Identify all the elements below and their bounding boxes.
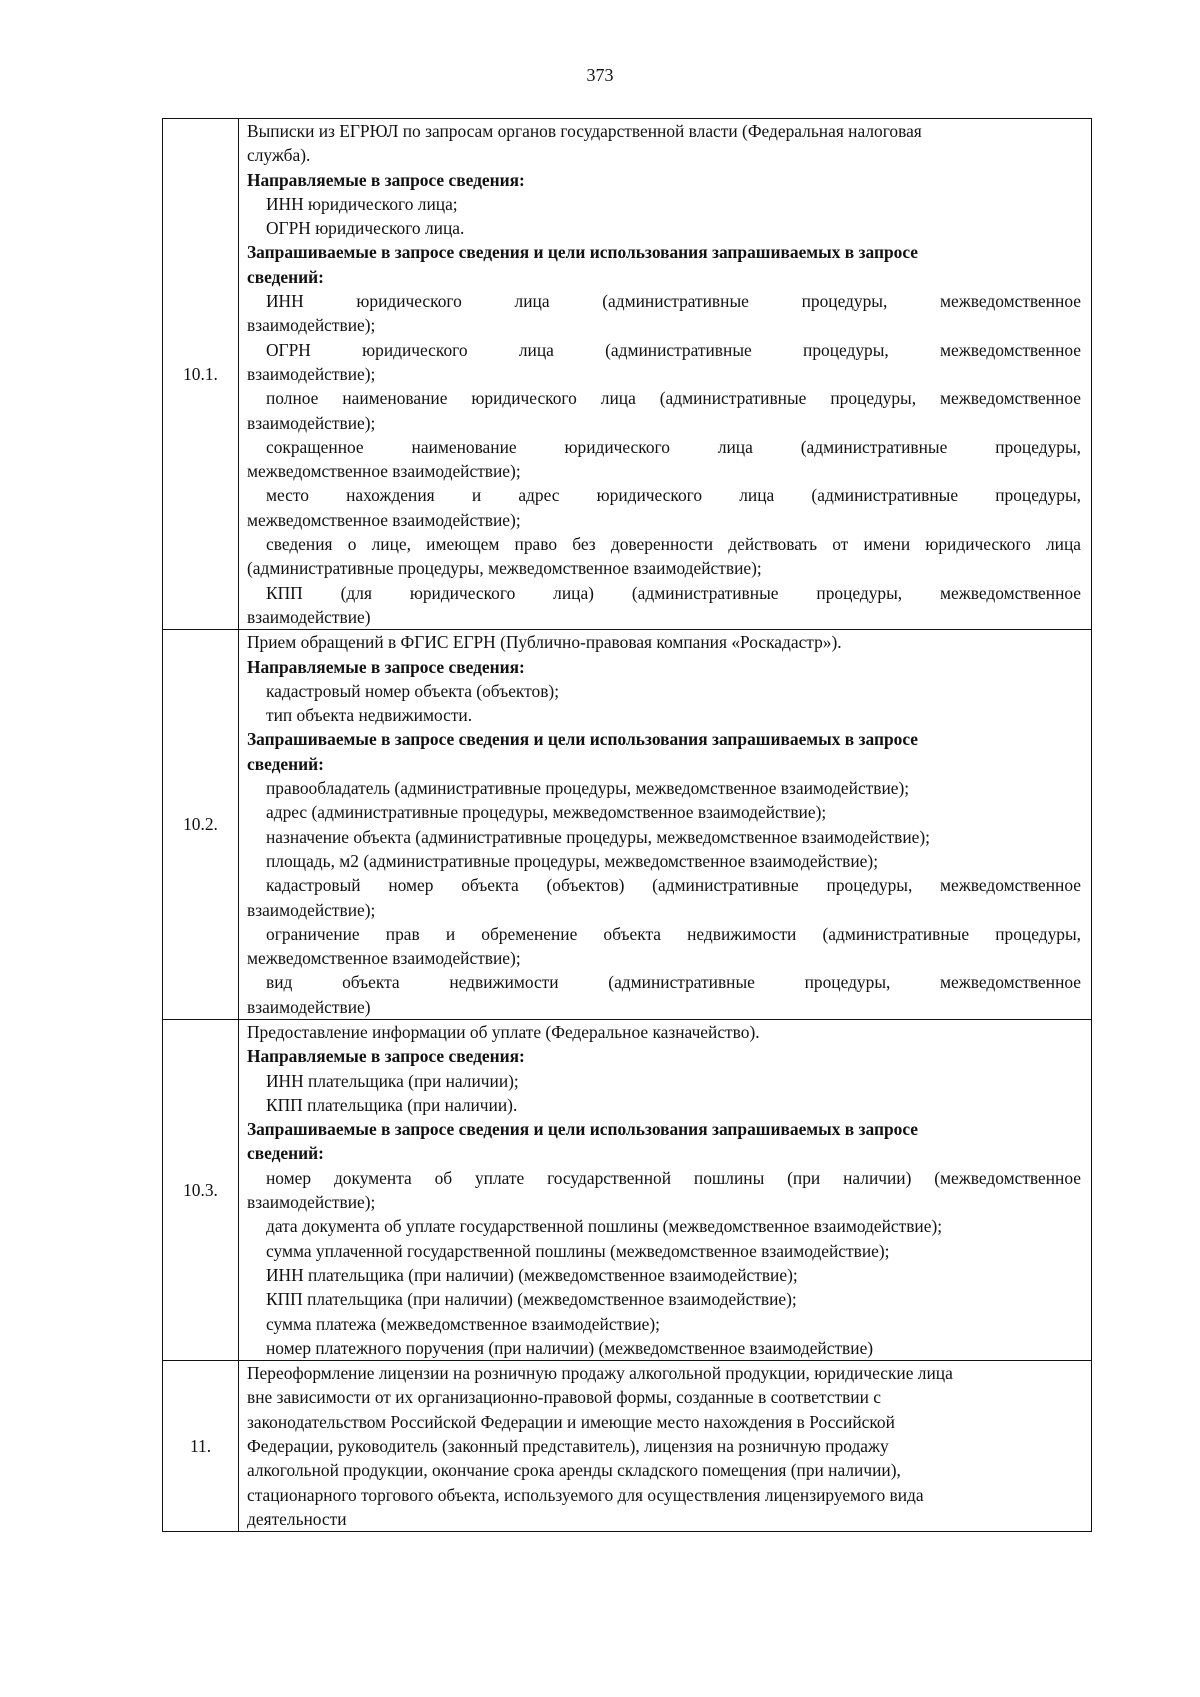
text-line: взаимодействие) <box>247 996 371 1017</box>
section-heading: Направляемые в запросе сведения: <box>247 169 525 190</box>
list-item: КПП плательщика (при наличии). <box>266 1094 518 1115</box>
list-item: ИНН юридического лица; <box>266 193 458 214</box>
list-item: дата документа об уплате государственной пошлины (межведомственное взаимодействие); <box>266 1216 943 1237</box>
list-item: кадастровый номер объекта (объектов); <box>266 680 560 701</box>
text-line: (административные процедуры, межведомственное взаимодействие); <box>247 558 762 579</box>
list-item: сумма платежа (межведомственное взаимодействие); <box>266 1313 661 1334</box>
text-line: взаимодействие); <box>247 412 376 433</box>
list-item: место нахождения и адрес юридического лица (административные процедуры, <box>266 485 1081 506</box>
list-item: КПП плательщика (при наличии) (межведомственное взаимодействие); <box>266 1289 797 1310</box>
list-item: тип объекта недвижимости. <box>266 705 473 726</box>
row-content-cell <box>239 119 1092 630</box>
text-line: служба). <box>247 145 311 166</box>
list-item: сокращенное наименование юридического лица (административные процедуры, <box>266 436 1081 457</box>
text-line: межведомственное взаимодействие); <box>247 509 521 530</box>
text-line: взаимодействие); <box>247 315 376 336</box>
text-line: стационарного торгового объекта, используемого для осуществления лицензируемого вида <box>247 1484 924 1505</box>
text-line: Прием обращений в ФГИС ЕГРН (Публично-правовая компания «Роскадастр»). <box>247 632 842 653</box>
table-row <box>163 630 1092 1020</box>
list-item: кадастровый номер объекта (объектов) (административные процедуры, межведомственное <box>266 875 1081 896</box>
services-table <box>162 118 1092 1532</box>
section-heading: Направляемые в запросе сведения: <box>247 656 525 677</box>
row-content-cell <box>239 1361 1092 1532</box>
list-item: ограничение прав и обременение объекта недвижимости (административные процедуры, <box>266 923 1081 944</box>
list-item: ИНН плательщика (при наличии) (межведомственное взаимодействие); <box>266 1264 798 1285</box>
row-content-cell <box>239 1019 1092 1360</box>
text-line: межведомственное взаимодействие); <box>247 948 521 969</box>
list-item: номер документа об уплате государственной пошлины (при наличии) (межведомственное <box>266 1167 1081 1188</box>
section-heading: Запрашиваемые в запросе сведения и цели использования запрашиваемых в запросе <box>247 729 919 750</box>
row-number-cell: 11. <box>163 1361 239 1532</box>
table-row <box>163 119 1092 630</box>
row-number-cell: 10.1. <box>163 119 239 630</box>
table-body <box>163 119 1092 1532</box>
list-item: номер платежного поручения (при наличии) (межведомственное взаимодействие) <box>266 1337 874 1358</box>
text-line: законодательством Российской Федерации и имеющие место нахождения в Российской <box>247 1411 895 1432</box>
text-line: межведомственное взаимодействие); <box>247 461 521 482</box>
list-item: ИНН плательщика (при наличии); <box>266 1070 519 1091</box>
list-item: сумма уплаченной государственной пошлины (межведомственное взаимодействие); <box>266 1240 890 1261</box>
section-heading: сведений: <box>247 266 324 287</box>
section-heading: сведений: <box>247 753 324 774</box>
text-line: взаимодействие) <box>247 606 371 627</box>
text-line: деятельности <box>247 1508 347 1529</box>
list-item: полное наименование юридического лица (административные процедуры, межведомственное <box>266 388 1081 409</box>
table-row <box>163 1361 1092 1532</box>
text-line: Предоставление информации об уплате (Федеральное казначейство). <box>247 1021 760 1042</box>
page-number: 373 <box>586 65 614 85</box>
list-item: КПП (для юридического лица) (административные процедуры, межведомственное <box>266 582 1081 603</box>
list-item: ОГРН юридического лица. <box>266 218 465 239</box>
section-heading: Запрашиваемые в запросе сведения и цели использования запрашиваемых в запросе <box>247 1119 919 1140</box>
text-line: алкогольной продукции, окончание срока аренды складского помещения (при наличии), <box>247 1460 901 1481</box>
row-number-cell: 10.3. <box>163 1019 239 1360</box>
text-line: взаимодействие); <box>247 899 376 920</box>
text-line: взаимодействие); <box>247 1192 376 1213</box>
list-item: назначение объекта (административные процедуры, межведомственное взаимодействие); <box>266 826 931 847</box>
text-line: Переоформление лицензии на розничную продажу алкогольной продукции, юридические лица <box>247 1363 953 1384</box>
list-item: сведения о лице, имеющем право без доверенности действовать от имени юридического лица <box>266 534 1081 555</box>
text-line: Федерации, руководитель (законный представитель), лицензия на розничную продажу <box>247 1436 889 1457</box>
list-item: площадь, м2 (административные процедуры, межведомственное взаимодействие); <box>266 850 879 871</box>
list-item: адрес (административные процедуры, межведомственное взаимодействие); <box>266 802 827 823</box>
list-item: правообладатель (административные процедуры, межведомственное взаимодействие); <box>266 778 910 799</box>
row-number-cell: 10.2. <box>163 630 239 1020</box>
text-line: вне зависимости от их организационно-правовой формы, созданные в соответствии с <box>247 1387 881 1408</box>
table-row <box>163 1019 1092 1360</box>
list-item: ОГРН юридического лица (административные процедуры, межведомственное <box>266 339 1081 360</box>
row-content-cell <box>239 630 1092 1020</box>
section-heading: Направляемые в запросе сведения: <box>247 1046 525 1067</box>
section-heading: сведений: <box>247 1143 324 1164</box>
list-item: ИНН юридического лица (административные процедуры, межведомственное <box>266 291 1081 312</box>
text-line: Выписки из ЕГРЮЛ по запросам органов государственной власти (Федеральная налоговая <box>247 121 922 141</box>
section-heading: Запрашиваемые в запросе сведения и цели использования запрашиваемых в запросе <box>247 242 919 263</box>
text-line: взаимодействие); <box>247 363 376 384</box>
list-item: вид объекта недвижимости (административные процедуры, межведомственное <box>266 972 1081 993</box>
